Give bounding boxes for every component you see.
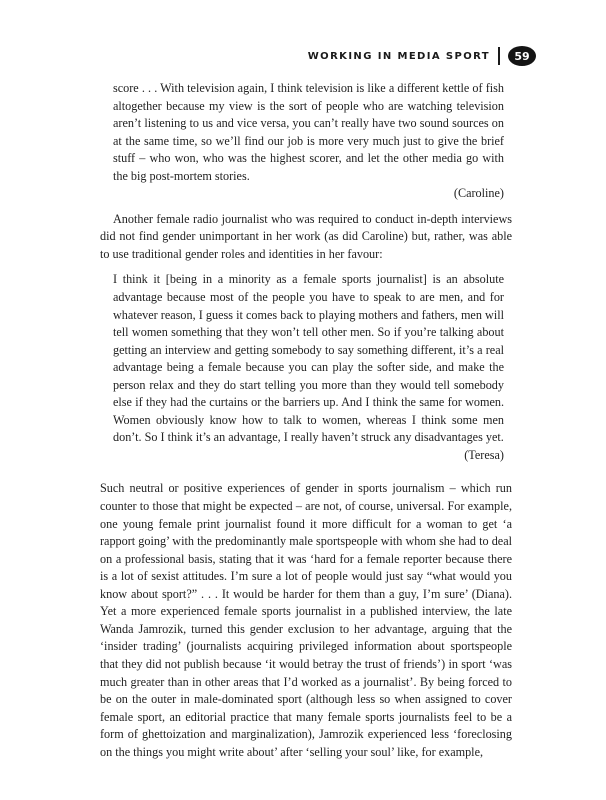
header-rule <box>498 47 500 65</box>
running-title: WORKING IN MEDIA SPORT <box>307 50 490 62</box>
paragraph-neutral-positive: Such neutral or positive experiences of gender in sports journalism – which run counter to those that might be expected – are not, of course, universal. For example, one young female print journalist found it more difficult for a woman to get ‘a rapport going’ with the predominantly male sportspeople with whom she had to deal on a professional basis, stating that it was ‘hard for a female reporter because there is a lot of sexist attitudes. I’m sure a lot of people would just say “what would you know about sport?” . . . It would be harder for them than a guy, I’m sure’ (Diana). Yet a more experienced female sports journalist in a published interview, the late Wanda Jamrozik, turned this gender exclusion to her advantage, arguing that the ‘insider trading’ (journalists acquiring privileged information about sportspeople that they did not publish because ‘it would betray the trust of friends’) in sport ‘was much greater than in other areas that I’d worked as a journalist’. By being forced to be on the outer in male-dominated sport (although less so when assigned to cover female sport, an editorial practice that many female sports journalists feel to be a form of ghettoization and marginalization), Jamrozik experienced less ‘foreclosing on the things you might write about’ after ‘selling your soul’ like, for example, <box>100 481 512 759</box>
spacer <box>100 464 512 480</box>
block-quote-teresa: I think it [being in a minority as a female sports journalist] is an absolute advantage because most of the people you have to speak to are men, and for whatever reason, I guess it comes back to playing mothers and fathers, men will tell women something that they won’t tell other men. So if you’re talking about getting an interview and getting somebody to say something different, it’s a real advantage being a female because you can play the softer side, and make the person relax and they do start telling you more than they would tell somebody else if they had the curtains or the barriers up. And I think the same for women. Women obviously know how to talk to women, whereas I think some men don’t. So I think it’s an advantage, I really haven’t struck any disadvantages yet. <box>113 272 504 445</box>
running-head <box>308 46 536 66</box>
attribution-teresa: (Teresa) <box>464 447 504 462</box>
spacer <box>100 263 512 271</box>
page-number: 59 <box>508 46 536 66</box>
body-text <box>100 80 512 761</box>
block-quote-caroline: score . . . With television again, I think television is like a different kettle of fish altogether because my view is the sort of people who are watching television aren’t listening to us and vice versa, you can’t really have two sound sources on at the same time, so we’ll find our job is more very much just to give the brief stuff – who won, who was the highest scorer, and let the other media go with the big post-mortem stories. <box>113 81 504 183</box>
spacer <box>100 203 512 211</box>
paragraph-another-journalist: Another female radio journalist who was required to conduct in-depth interviews did not find gender unimportant in her work (as did Caroline) but, rather, was able to use traditional gender roles and identities in her favour: <box>100 211 512 261</box>
attribution-caroline: (Caroline) <box>453 186 504 201</box>
